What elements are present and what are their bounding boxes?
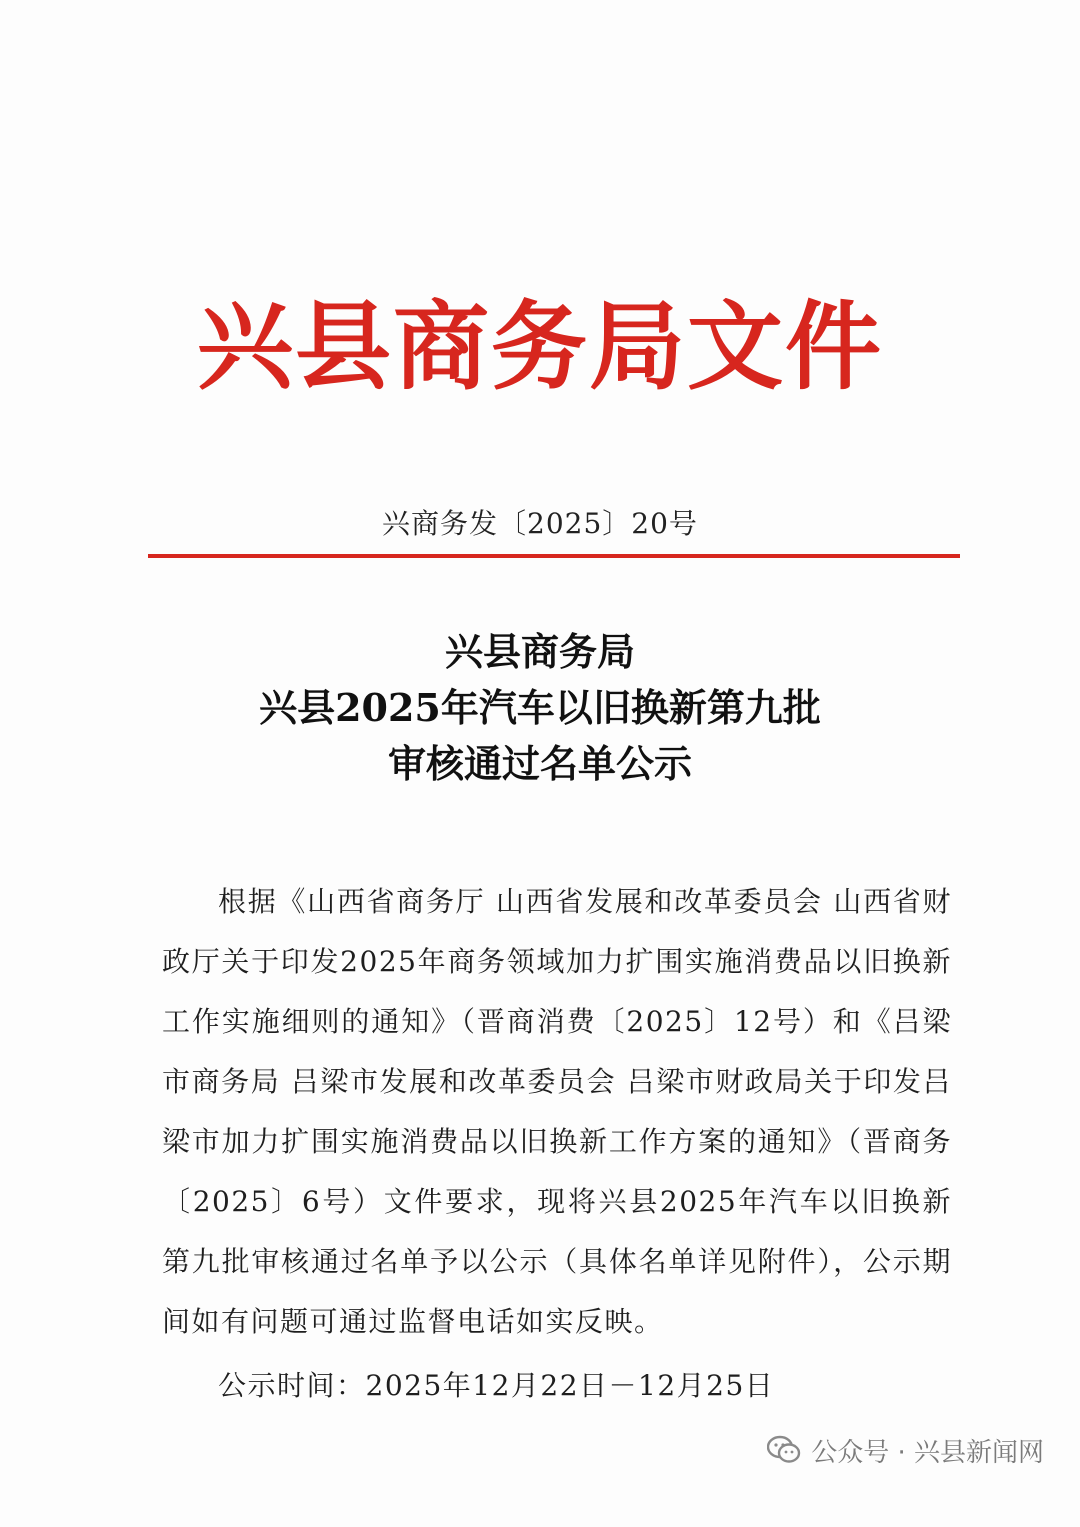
title-line-issuer: 兴县商务局: [444, 629, 635, 674]
source-watermark: [767, 1428, 1044, 1472]
wechat-icon: [767, 1435, 801, 1465]
publicity-time: 公示时间：2025年12月22日－12月25日: [218, 1369, 775, 1402]
title-line-subject: 兴县2025年汽车以旧换新第九批: [259, 685, 821, 730]
title-line-type: 审核通过名单公示: [387, 741, 692, 786]
document-masthead: 兴县商务局文件: [197, 290, 883, 403]
notice-title: [0, 624, 1080, 792]
watermark-text: 公众号 · 兴县新闻网: [811, 1437, 1044, 1468]
notice-body: [162, 872, 952, 1416]
document-number: 兴商务发〔2025〕20号: [382, 507, 698, 540]
body-paragraph: 根据《山西省商务厅 山西省发展和改革委员会 山西省财政厅关于印发2025年商务领域加力扩围实施消费品以旧换新工作实施细则的通知》（晋商消费〔2025〕12号）和《吕梁市商务局 吕梁市发展和改革委员会 吕梁市财政局关于印发吕梁市加力扩围实施消费品以旧换新工作方案的通知》（晋商务〔2025〕6号）文件要求，现将兴县2025年汽车以旧换新第九批审核通过名单予以公示（具体名单详见附件），公示期间如有问题可通过监督电话如实反映。: [162, 885, 952, 1338]
red-divider-line: [148, 554, 960, 558]
